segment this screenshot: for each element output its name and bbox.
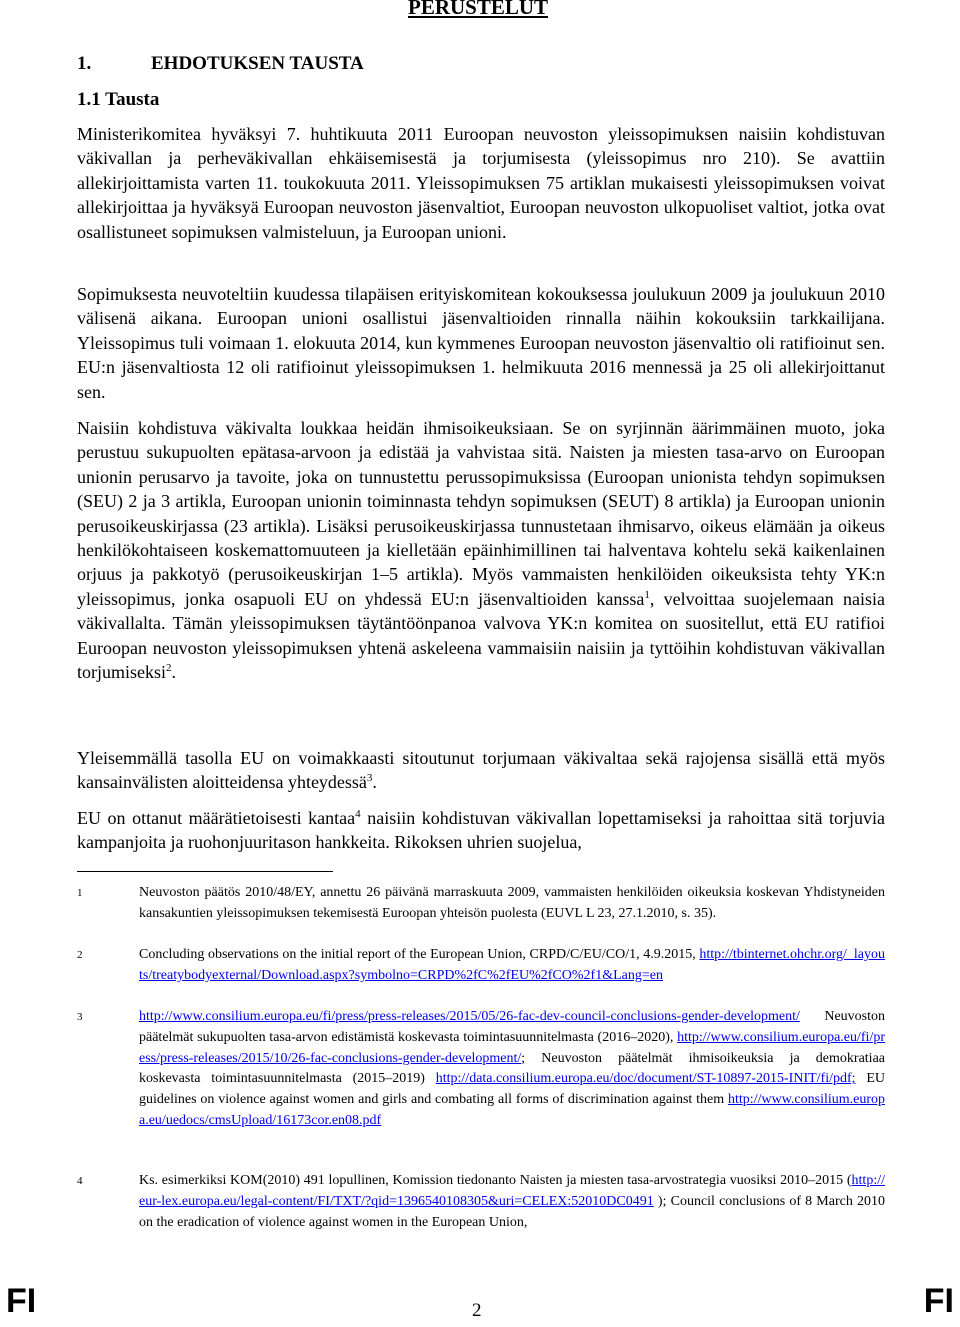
footnote-1-text: Neuvoston päätös 2010/48/EY, annettu 26 päivänä marraskuuta 2009, vammaisten henkilöiden oikeuksia koskevan Yhdistyneiden kansakuntien yleissopimuksen tekemisestä Euroopan yhteisön puolesta (EUVL L 23, 27.1.2010, s. 35). [139, 885, 885, 921]
language-code-right: FI [923, 1282, 954, 1320]
footnote-2 [77, 945, 885, 987]
subsection-heading: 1.1 Tausta [77, 89, 160, 110]
paragraph-4-text-a: Yleisemmällä tasolla EU on voimakkaasti sitoutunut torjumaan väkivaltaa sekä rajojensa sisällä että myös kansainvälisten aloitteidensa yhteydessä [77, 748, 885, 793]
paragraph-2: Sopimuksesta neuvoteltiin kuudessa tilapäisen erityiskomitean kokouksessa joulukuun 2009 ja joulukuun 2010 välisenä aikana. Euroopan unioni osallistui jäsenvaltioiden rinnalla näihin kokouksiin tarkkailijana. Yleissopimus tuli voimaan 1. elokuuta 2014, kun kymmenes Euroopan neuvoston jäsenvaltio oli ratifioinut sen. EU:n jäsenvaltiosta 12 oli ratifioinut yleissopimuksen 1. helmikuuta 2016 mennessä ja 25 oli allekirjoittanut sen. [77, 284, 885, 402]
paragraph-3 [77, 416, 885, 684]
footnote-ref-4[interactable]: 4 [355, 808, 361, 820]
paragraph-5-text-b: naisiin kohdistuvan väkivallan lopettamiseksi ja rahoittaa sitä torjuvia kampanjoita ja ruohonjuuritason hankkeita. Rikoksen uhrien suojelua, [77, 808, 885, 853]
footnote-3-link-1[interactable]: http://www.consilium.europa.eu/fi/press/press-releases/2015/05/26-fac-dev-council-conclusions-gender-development/ [139, 1009, 800, 1024]
footnote-3-link-2[interactable]: http://www.consilium.europa.eu/fi/press/press-releases/2015/10/26-fac-conclusions-gender-development/ [139, 1029, 885, 1066]
section-heading [77, 53, 364, 75]
footnote-3-link-3[interactable]: http://data.consilium.europa.eu/doc/document/ST-10897-2015-INIT/fi/pdf; [435, 1071, 856, 1087]
language-code-left: FI [6, 1282, 37, 1320]
page-number: 2 [472, 1300, 482, 1321]
footnote-4-text-2: ); Council conclusions of 8 March 2010 on the eradication of violence against women in the European Union, [139, 1193, 885, 1230]
paragraph-1: Ministerikomitea hyväksyi 7. huhtikuuta 2011 Euroopan neuvoston yleissopimuksen naisiin kohdistuvan väkivallan ja perheväkivallan ehkäisemisestä ja torjumisesta (yleissopimus nro 210). Se avattiin allekirjoittamista varten 11. toukokuuta 2011. Yleissopimuksen 75 artiklan mukaisesti yleissopimuksen voivat allekirjoittaa ja hyväksyä Euroopan neuvoston jäsenvaltiot, Euroopan neuvoston ulkopuoliset valtiot, jotka ovat osallistuneet sopimuksen valmisteluun, ja Euroopan unioni. [77, 124, 885, 242]
footnote-1 [77, 883, 885, 925]
footnote-3-text-3: EU guidelines on violence against women and girls and combating all forms of discrimination against them [139, 1071, 885, 1108]
footnote-3-link-4[interactable]: http://www.consilium.europa.eu/uedocs/cmsUpload/16173cor.en08.pdf [139, 1092, 885, 1128]
footnote-2-text: Concluding observations on the initial report of the European Union, CRPD/C/EU/CO/1, 4.9.2015, [139, 947, 696, 962]
paragraph-3-text-b: , velvoittaa suojelemaan naisia väkivallalta. Tämän yleissopimuksen täytäntöönpanoa valvova YK:n komitea on suositellut, että EU ratifioi Euroopan neuvoston yleissopimuksen yhtenä askeleena vammaisiin naisiin ja tyttöihin kohdistuvan väkivallan torjumiseksi [77, 588, 886, 683]
footnote-ref-2[interactable]: 2 [166, 662, 172, 675]
footnote-3-text-2: ; Neuvoston päätelmät ihmisoikeuksia ja demokratiaa koskevasta toimintasuunnitelmasta (2015–2019) [139, 1050, 885, 1087]
section-number: 1. [77, 53, 92, 74]
paragraph-3-text-a: Naisiin kohdistuva väkivalta loukkaa heidän ihmisoikeuksiaan. Se on syrjinnän äärimmäinen muoto, joka perustuu sukupuolten epätasa-arvoon ja edistää ja vahvistaa sitä. Naisten ja miesten tasa-arvo on Euroopan unionin perusarvo ja tavoite, joka on tunnustettu perussopimuksissa (Euroopan unionista tehdyn sopimuksen (SEU) 2 ja 3 artikla, Euroopan unionin toiminnasta tehdyn sopimuksen (SEUT) 8 artikla) ja Euroopan unionin perusoikeuskirjassa (23 artikla). Lisäksi perusoikeuskirjassa tunnustetaan ihmisarvo, oikeus elämään ja oikeus henkilökohtaiseen koskemattomuuteen ja kielletään epäinhimillinen tai halventava kohtelu sekä kaikenlainen orjuus ja pakkotyö (perusoikeuskirjan 1–5 artikla). Myös vammaisten henkilöiden oikeuksista tehty YK:n yleissopimus, jonka osapuoli EU on yhdessä EU:n jäsenvaltioiden kanssa [77, 418, 885, 609]
footnote-divider [77, 871, 333, 872]
footnote-4-text-1: Ks. esimerkiksi KOM(2010) 491 lopullinen, Komission tiedonanto Naisten ja miesten tasa-arvostrategia vuosiksi 2010–2015 ( [139, 1173, 852, 1188]
paragraph-5 [77, 806, 885, 855]
footnote-3 [77, 1007, 885, 1132]
footnote-4 [77, 1171, 885, 1233]
footnote-4-number: 4 [77, 1175, 83, 1187]
footnote-3-text-1: Neuvoston päätelmät sukupuolten tasa-arvon edistämistä koskevasta toimintasuunnitelmasta (2016–2020), [139, 1009, 885, 1045]
section-title: EHDOTUKSEN TAUSTA [151, 53, 364, 74]
footnote-1-number: 1 [77, 887, 83, 899]
footnote-2-number: 2 [77, 949, 83, 961]
document-title: PERUSTELUT [408, 0, 549, 19]
footnote-3-number: 3 [77, 1011, 83, 1023]
paragraph-5-text-a: EU on ottanut määrätietoisesti kantaa [77, 808, 356, 828]
footnote-4-link[interactable]: http://eur-lex.europa.eu/legal-content/FI/TXT/?qid=1396540108305&uri=CELEX:52010DC0491 [139, 1173, 885, 1209]
footnote-ref-1[interactable]: 1 [644, 588, 650, 601]
footnote-ref-3[interactable]: 3 [366, 772, 373, 785]
paragraph-4 [77, 746, 885, 795]
paragraph-4-text-b: . [372, 772, 377, 793]
footnote-2-link[interactable]: http://tbinternet.ohchr.org/_layouts/treatybodyexternal/Download.aspx?symbolno=CRPD%2fC%2fEU%2fCO%2f1&Lang=en [139, 947, 886, 983]
paragraph-3-text-c: . [171, 662, 176, 683]
